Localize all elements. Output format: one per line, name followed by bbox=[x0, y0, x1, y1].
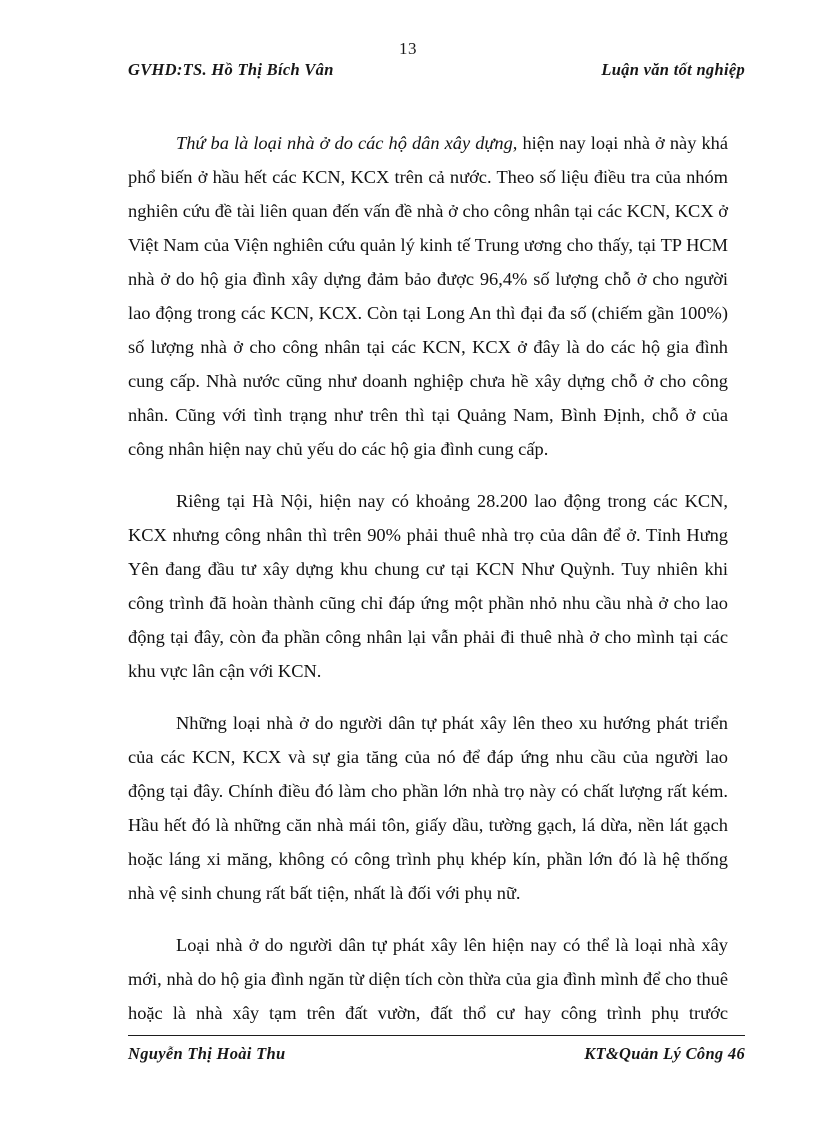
footer-divider bbox=[128, 1035, 745, 1036]
running-footer bbox=[128, 1044, 745, 1064]
running-header bbox=[128, 60, 745, 80]
page-body bbox=[128, 126, 728, 1032]
paragraph-1-rest: hiện nay loại nhà ở này khá phổ biến ở hầu hết các KCN, KCX trên cả nước. Theo số liệu điều tra của nhóm nghiên cứu đề tài liên quan đến vấn đề nhà ở cho công nhân tại các KCN, KCX ở Việt Nam của Viện nghiên cứu quản lý kinh tế Trung ương cho thấy, tại TP HCM nhà ở do hộ gia đình xây dựng đảm bảo được 96,4% số lượng chỗ ở cho người lao động trong các KCN, KCX. Còn tại Long An thì đại đa số (chiếm gần 100%) số lượng nhà ở cho công nhân tại các KCN, KCX ở đây là do các hộ gia đình cung cấp. Nhà nước cũng như doanh nghiệp chưa hề xây dựng chỗ ở cho công nhân. Cũng với tình trạng như trên thì tại Quảng Nam, Bình Định, chỗ ở của công nhân hiện nay chủ yếu do các hộ gia đình cung cấp. bbox=[128, 133, 728, 459]
paragraph-3: Những loại nhà ở do người dân tự phát xây lên theo xu hướng phát triển của các KCN, KCX và sự gia tăng của nó để đáp ứng nhu cầu của người lao động tại đây. Chính điều đó làm cho phần lớn nhà trọ này có chất lượng rất kém. Hầu hết đó là những căn nhà mái tôn, giấy dầu, tường gạch, lá dừa, nền lát gạch hoặc láng xi măng, không có công trình phụ khép kín, phần lớn đó là hệ thống nhà vệ sinh chung rất bất tiện, nhất là đối với phụ nữ. bbox=[128, 713, 728, 903]
paragraph-1 bbox=[128, 126, 728, 466]
paragraph-4: Loại nhà ở do người dân tự phát xây lên hiện nay có thể là loại nhà xây mới, nhà do hộ gia đình ngăn từ diện tích còn thừa của gia đình mình để cho thuê hoặc là nhà xây tạm trên đất vườn, đất thổ cư hay công trình phụ trước bbox=[128, 935, 728, 1023]
header-advisor-text: GVHD:TS. Hồ Thị Bích Vân bbox=[128, 60, 334, 79]
page-number: 13 bbox=[399, 39, 417, 58]
header-title-text: Luận văn tốt nghiệp bbox=[601, 60, 745, 79]
footer-program-text: KT&Quản Lý Công 46 bbox=[584, 1044, 745, 1063]
footer-author-text: Nguyễn Thị Hoài Thu bbox=[128, 1044, 286, 1063]
paragraph-1-lead-italic: Thứ ba là loại nhà ở do các hộ dân xây dựng, bbox=[176, 133, 518, 153]
paragraph-2: Riêng tại Hà Nội, hiện nay có khoảng 28.200 lao động trong các KCN, KCX nhưng công nhân thì trên 90% phải thuê nhà trọ của dân để ở. Tỉnh Hưng Yên đang đầu tư xây dựng khu chung cư tại KCN Như Quỳnh. Tuy nhiên khi công trình đã hoàn thành cũng chỉ đáp ứng một phần nhỏ nhu cầu nhà ở cho lao động tại đây, còn đa phần công nhân lại vẫn phải đi thuê nhà ở cho mình tại các khu vực lân cận với KCN. bbox=[128, 491, 728, 681]
